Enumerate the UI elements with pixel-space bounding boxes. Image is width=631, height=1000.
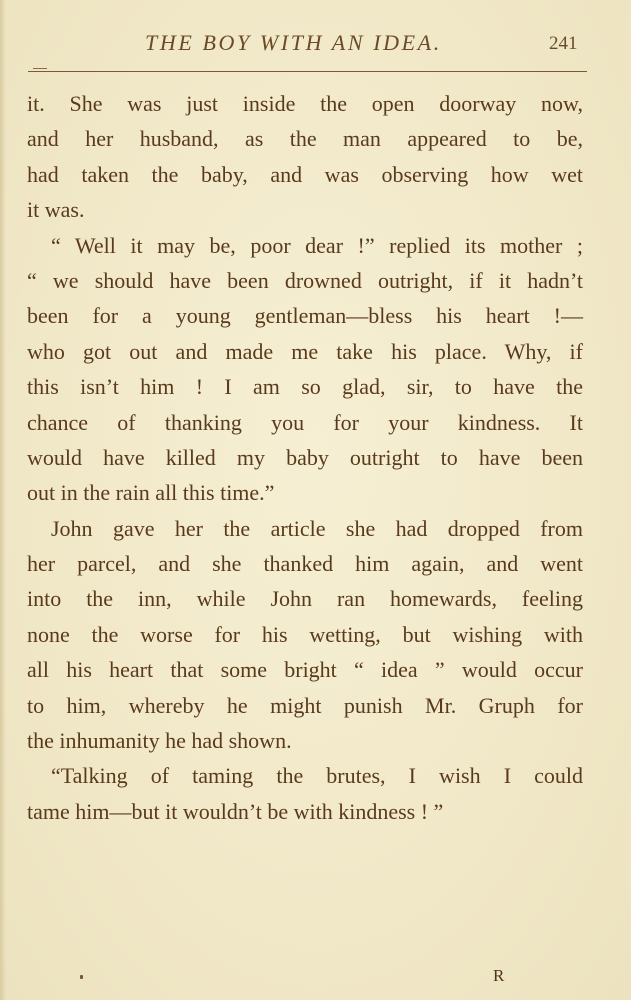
text-line: who got out and made me take his place. Why, if: [27, 338, 583, 364]
text-line: to him, whereby he might punish Mr. Gruph for: [27, 692, 583, 718]
text-line: and her husband, as the man appeared to be,: [27, 126, 583, 152]
text-line: out in the rain all this time.”: [27, 480, 275, 506]
text-line: all his heart that some bright “ idea ” would occur: [27, 657, 583, 683]
text-line: into the inn, while John ran homewards, feeling: [27, 586, 583, 612]
text-line: John gave her the article she had dropped from: [51, 515, 583, 541]
text-line: this isn’t him ! I am so glad, sir, to have the: [27, 374, 583, 400]
text-line: her parcel, and she thanked him again, and went: [27, 551, 583, 577]
running-head-title: THE BOY WITH AN IDEA.: [145, 30, 442, 55]
text-line: it. She was just inside the open doorway now,: [27, 91, 583, 116]
text-line: none the worse for his wetting, but wishing with: [27, 621, 583, 647]
text-line: tame him—but it wouldn’t be with kindness ! ”: [27, 798, 444, 824]
text-line: been for a young gentleman—bless his heart !—: [27, 303, 583, 329]
page-gutter-shadow: [0, 0, 6, 1000]
text-line: “Talking of taming the brutes, I wish I could: [51, 763, 583, 789]
page-number: 241: [549, 33, 578, 54]
text-line: chance of thanking you for your kindness. It: [27, 409, 583, 435]
text-line: would have killed my baby outright to have been: [27, 444, 583, 470]
body-text: [27, 86, 583, 829]
signature-mark: R: [493, 966, 505, 985]
text-line: “ Well it may be, poor dear !” replied its mother ;: [51, 232, 583, 258]
text-line: had taken the baby, and was observing how wet: [27, 161, 583, 187]
ink-speck: [80, 975, 83, 979]
text-line: “ we should have been drowned outright, if it hadn’t: [27, 267, 583, 293]
text-line: the inhumanity he had shown.: [27, 728, 292, 754]
text-line: it was.: [27, 197, 85, 223]
header-rule-mark: [33, 68, 47, 69]
header-rule: [28, 71, 587, 72]
